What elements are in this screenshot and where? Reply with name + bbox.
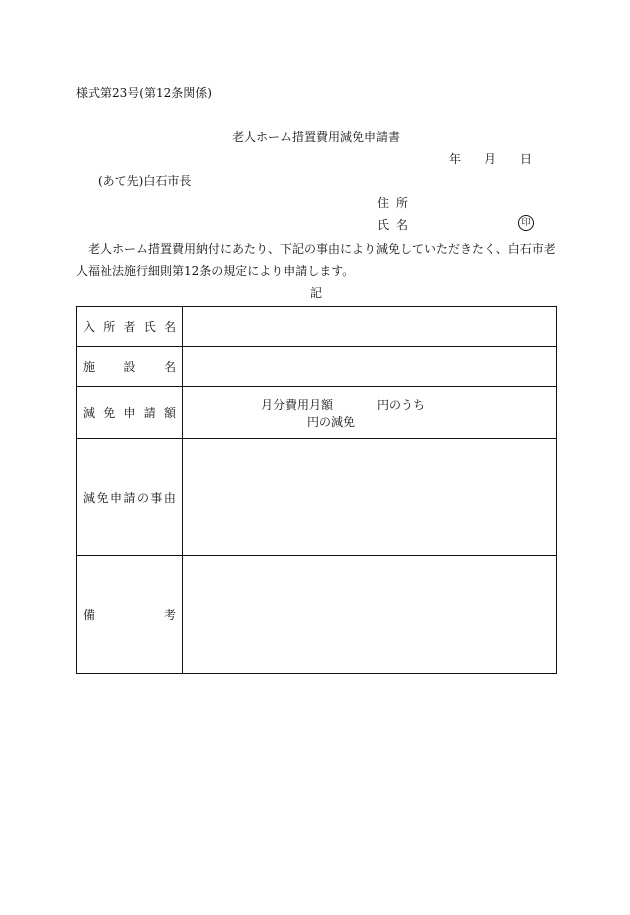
label-char: 氏 [143,320,156,334]
label-char: 申 [109,490,122,505]
label-char: の [136,490,149,505]
reduction-amount-cell[interactable] [183,387,557,439]
document-title: 老人ホーム措置費用減免申請書 [232,130,401,144]
addressee: (あて先)白石市長 [98,174,192,188]
label-char: 事 [150,490,163,505]
label-char: 考 [163,608,176,622]
label-char: 申 [123,406,136,420]
table-row [77,347,557,387]
label-char: 請 [123,490,136,505]
name-label: 氏名 [377,218,416,232]
amount-line-1 [183,396,556,413]
ki-heading: 記 [310,286,323,300]
table-row [77,307,557,347]
facility-name-cell[interactable] [183,347,557,387]
row-label [77,387,183,439]
row-label-text [83,358,176,375]
resident-name-cell[interactable] [183,307,557,347]
row-label-text [83,318,176,335]
label-char: 入 [83,320,96,334]
of-which-label: 円のうち [377,397,426,412]
monthly-cost-label: 月分費用月額 [261,397,334,412]
date-day-label: 日 [520,152,533,166]
application-table [76,306,557,674]
label-char: 免 [103,406,116,420]
seal-mark: 印 [518,215,534,231]
date-year-label: 年 [449,152,462,166]
label-char: 名 [163,320,176,334]
row-label-text [83,404,176,421]
label-char: 備 [83,608,96,622]
address-label: 住所 [377,196,416,210]
table-row [77,387,557,439]
row-label [77,439,183,556]
label-char: 名 [163,360,176,374]
label-char: 免 [96,490,109,505]
reduction-reason-cell[interactable] [183,439,557,556]
label-char: 由 [163,490,176,505]
table-row [77,556,557,674]
label-char: 請 [143,406,156,420]
label-char: 者 [123,320,136,334]
body-text: 老人ホーム措置費用納付にあたり、下記の事由により減免していただきたく、白石市老人福祉法施行細則第12条の規定により申請します。 [76,242,556,278]
label-char: 額 [163,406,176,420]
row-label [77,347,183,387]
reduction-label: 円の減免 [307,414,356,429]
form-number: 様式第23号(第12条関係) [76,86,212,100]
row-label [77,556,183,674]
row-label-text [83,606,176,623]
row-label-text [83,489,176,506]
label-char: 減 [83,406,96,420]
label-char: 減 [83,490,96,505]
label-char: 施 [83,360,96,374]
label-char: 所 [103,320,116,334]
label-char: 設 [123,360,136,374]
date-month-label: 月 [484,152,497,166]
row-label [77,307,183,347]
remarks-cell[interactable] [183,556,557,674]
table-row [77,439,557,556]
